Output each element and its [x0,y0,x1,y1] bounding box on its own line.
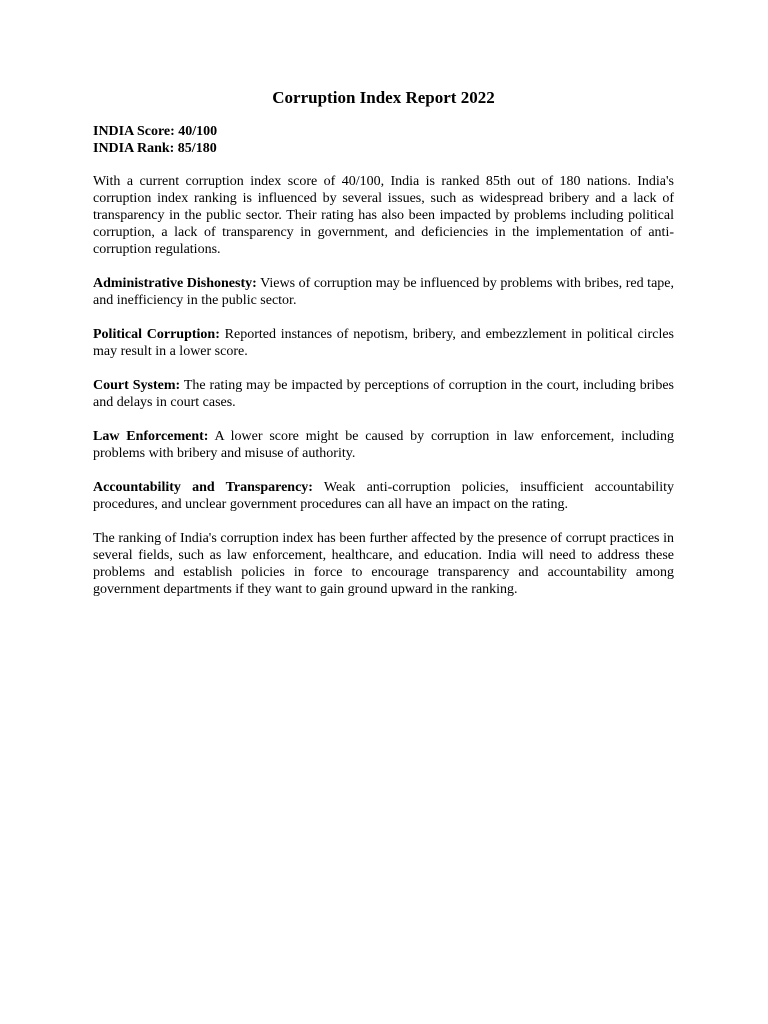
factor-term: Accountability and Transparency: [93,480,313,495]
rank-line: INDIA Rank: 85/180 [93,141,217,156]
factor-text: The rating may be impacted by perceptions of corruption in the court, including bribes and delays in court cases. [93,378,674,410]
factor-term: Law Enforcement: [93,429,209,444]
factor-text: Views of corruption may be influenced by problems with bribes, red tape, and inefficiency in the public sector. [93,276,674,308]
factor-paragraph-administrative [93,275,674,309]
factor-text: Weak anti-corruption policies, insufficient accountability procedures, and unclear government procedures can all have an impact on the rating. [93,480,674,512]
factor-term: Administrative Dishonesty: [93,276,257,291]
factor-term: Court System: [93,378,181,393]
document-page [93,86,674,615]
factor-text: Reported instances of nepotism, bribery, and embezzlement in political circles may result in a lower score. [93,327,675,359]
factor-paragraph-court [93,377,674,411]
factor-paragraph-law-enforcement [93,428,674,462]
factor-term: Political Corruption: [93,327,220,342]
conclusion-paragraph: The ranking of India's corruption index has been further affected by the presence of corrupt practices in several fields, such as law enforcement, healthcare, and education. India will need to address these problems and establish policies in force to encourage transparency and accountability among government departments if they want to gain ground upward in the ranking. [93,531,674,597]
document-title: Corruption Index Report 2022 [272,88,495,107]
score-line: INDIA Score: 40/100 [93,124,218,139]
factor-text: A lower score might be caused by corruption in law enforcement, including problems with bribery and misuse of authority. [93,429,675,461]
factor-paragraph-accountability [93,479,674,513]
factor-paragraph-political [93,326,674,360]
intro-paragraph: With a current corruption index score of 40/100, India is ranked 85th out of 180 nations. India's corruption index ranking is influenced by several issues, such as widespread bribery and a lack of transparency in the public sector. Their rating has also been impacted by problems including political corruption, a lack of transparency in government, and deficiencies in the implementation of anti-corruption regulations. [93,174,674,257]
score-block [93,123,674,157]
